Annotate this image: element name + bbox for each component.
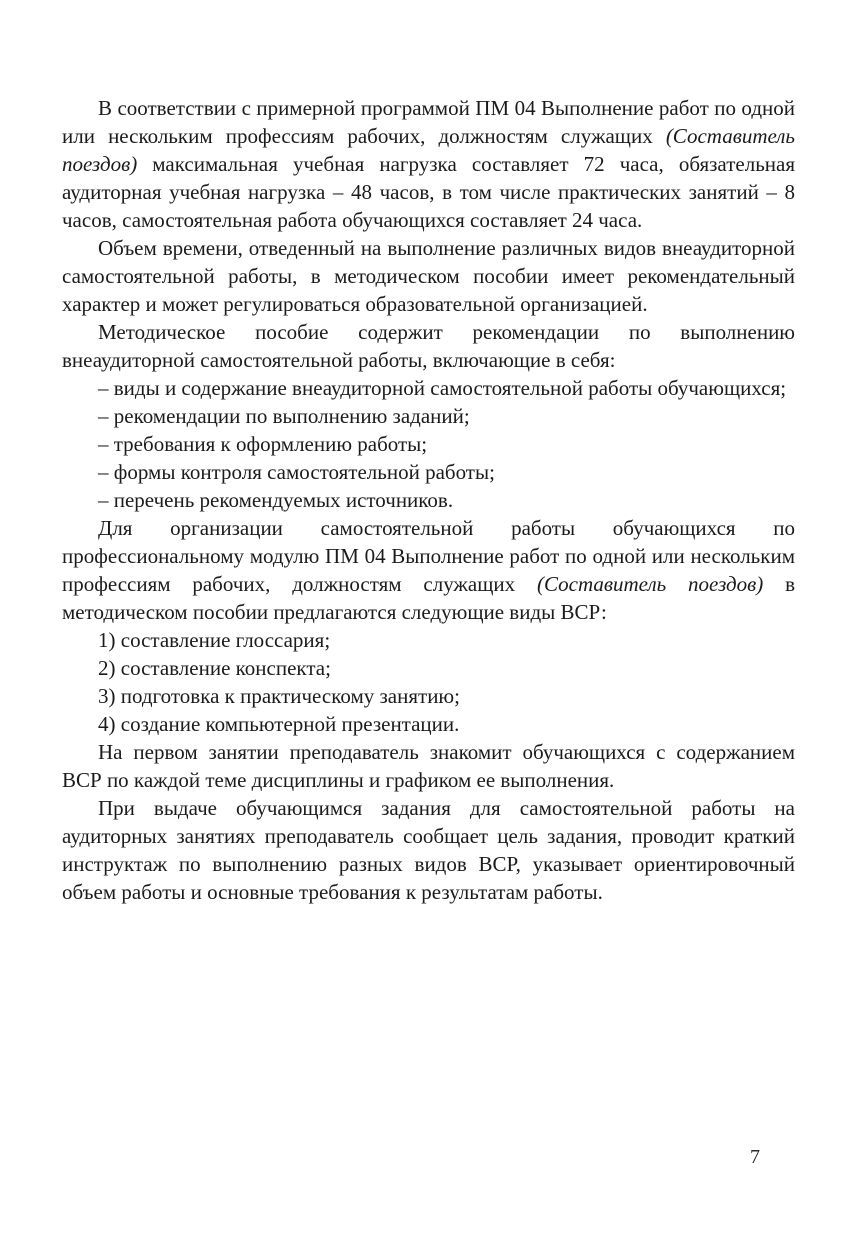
paragraph-vsr-types-intro bbox=[62, 514, 795, 626]
paragraph-time-volume: Объем времени, отведенный на выполнение различных видов внеаудиторной самостоятельной работы, в методическом пособии имеет рекомендательный характер и может регулироваться образовательной организацией. bbox=[62, 236, 795, 316]
list-item: – перечень рекомендуемых источников. bbox=[98, 488, 454, 512]
list-item: 2) составление конспекта; bbox=[98, 656, 331, 680]
list-item: – виды и содержание внеаудиторной самостоятельной работы обучающихся; bbox=[98, 376, 787, 400]
list-item: – формы контроля самостоятельной работы; bbox=[98, 460, 495, 484]
list-item: – рекомендации по выполнению заданий; bbox=[98, 404, 470, 428]
paragraph-text: в методическом пособии предлагаются следующие виды ВСР: bbox=[62, 572, 795, 624]
list-item: – требования к оформлению работы; bbox=[98, 432, 428, 456]
paragraph-task-issue: При выдаче обучающимся задания для самостоятельной работы на аудиторных занятиях преподаватель сообщает цель задания, проводит краткий инструктаж по выполнению разных видов ВСР, указывает ориентировочный объем работы и основные требования к результатам работы. bbox=[62, 796, 795, 904]
paragraph-text: Для организации самостоятельной работы обучающихся по профессиональному модулю ПМ 04 Выполнение работ по одной или нескольким профессиям рабочих, должностям служащих bbox=[62, 516, 795, 596]
paragraph-text: максимальная учебная нагрузка составляет 72 часа, обязательная аудиторная учебная нагрузка – 48 часов, в том числе практических занятий – 8 часов, самостоятельная работа обучающихся составляет 24 часа. bbox=[62, 152, 795, 232]
paragraph-manual-contains: Методическое пособие содержит рекомендации по выполнению внеаудиторной самостоятельной работы, включающие в себя: bbox=[62, 320, 795, 372]
page-number: 7 bbox=[750, 1146, 760, 1168]
list-item: 1) составление глоссария; bbox=[98, 628, 331, 652]
list-item: 3) подготовка к практическому занятию; bbox=[98, 684, 460, 708]
italic-profession-name: (Составитель поездов) bbox=[537, 572, 764, 596]
paragraph-intro-workload bbox=[62, 94, 795, 234]
list-item: 4) создание компьютерной презентации. bbox=[98, 712, 460, 736]
text-block bbox=[62, 94, 795, 906]
paragraph-first-lesson: На первом занятии преподаватель знакомит обучающихся с содержанием ВСР по каждой теме дисциплины и графиком ее выполнения. bbox=[62, 740, 795, 792]
dash-list bbox=[62, 374, 795, 514]
numbered-list bbox=[62, 626, 795, 738]
italic-profession-name: (Составитель поездов) bbox=[62, 124, 795, 176]
paragraph-text: В соответствии с примерной программой ПМ 04 Выполнение работ по одной или нескольким профессиям рабочих, должностям служащих bbox=[62, 96, 795, 148]
